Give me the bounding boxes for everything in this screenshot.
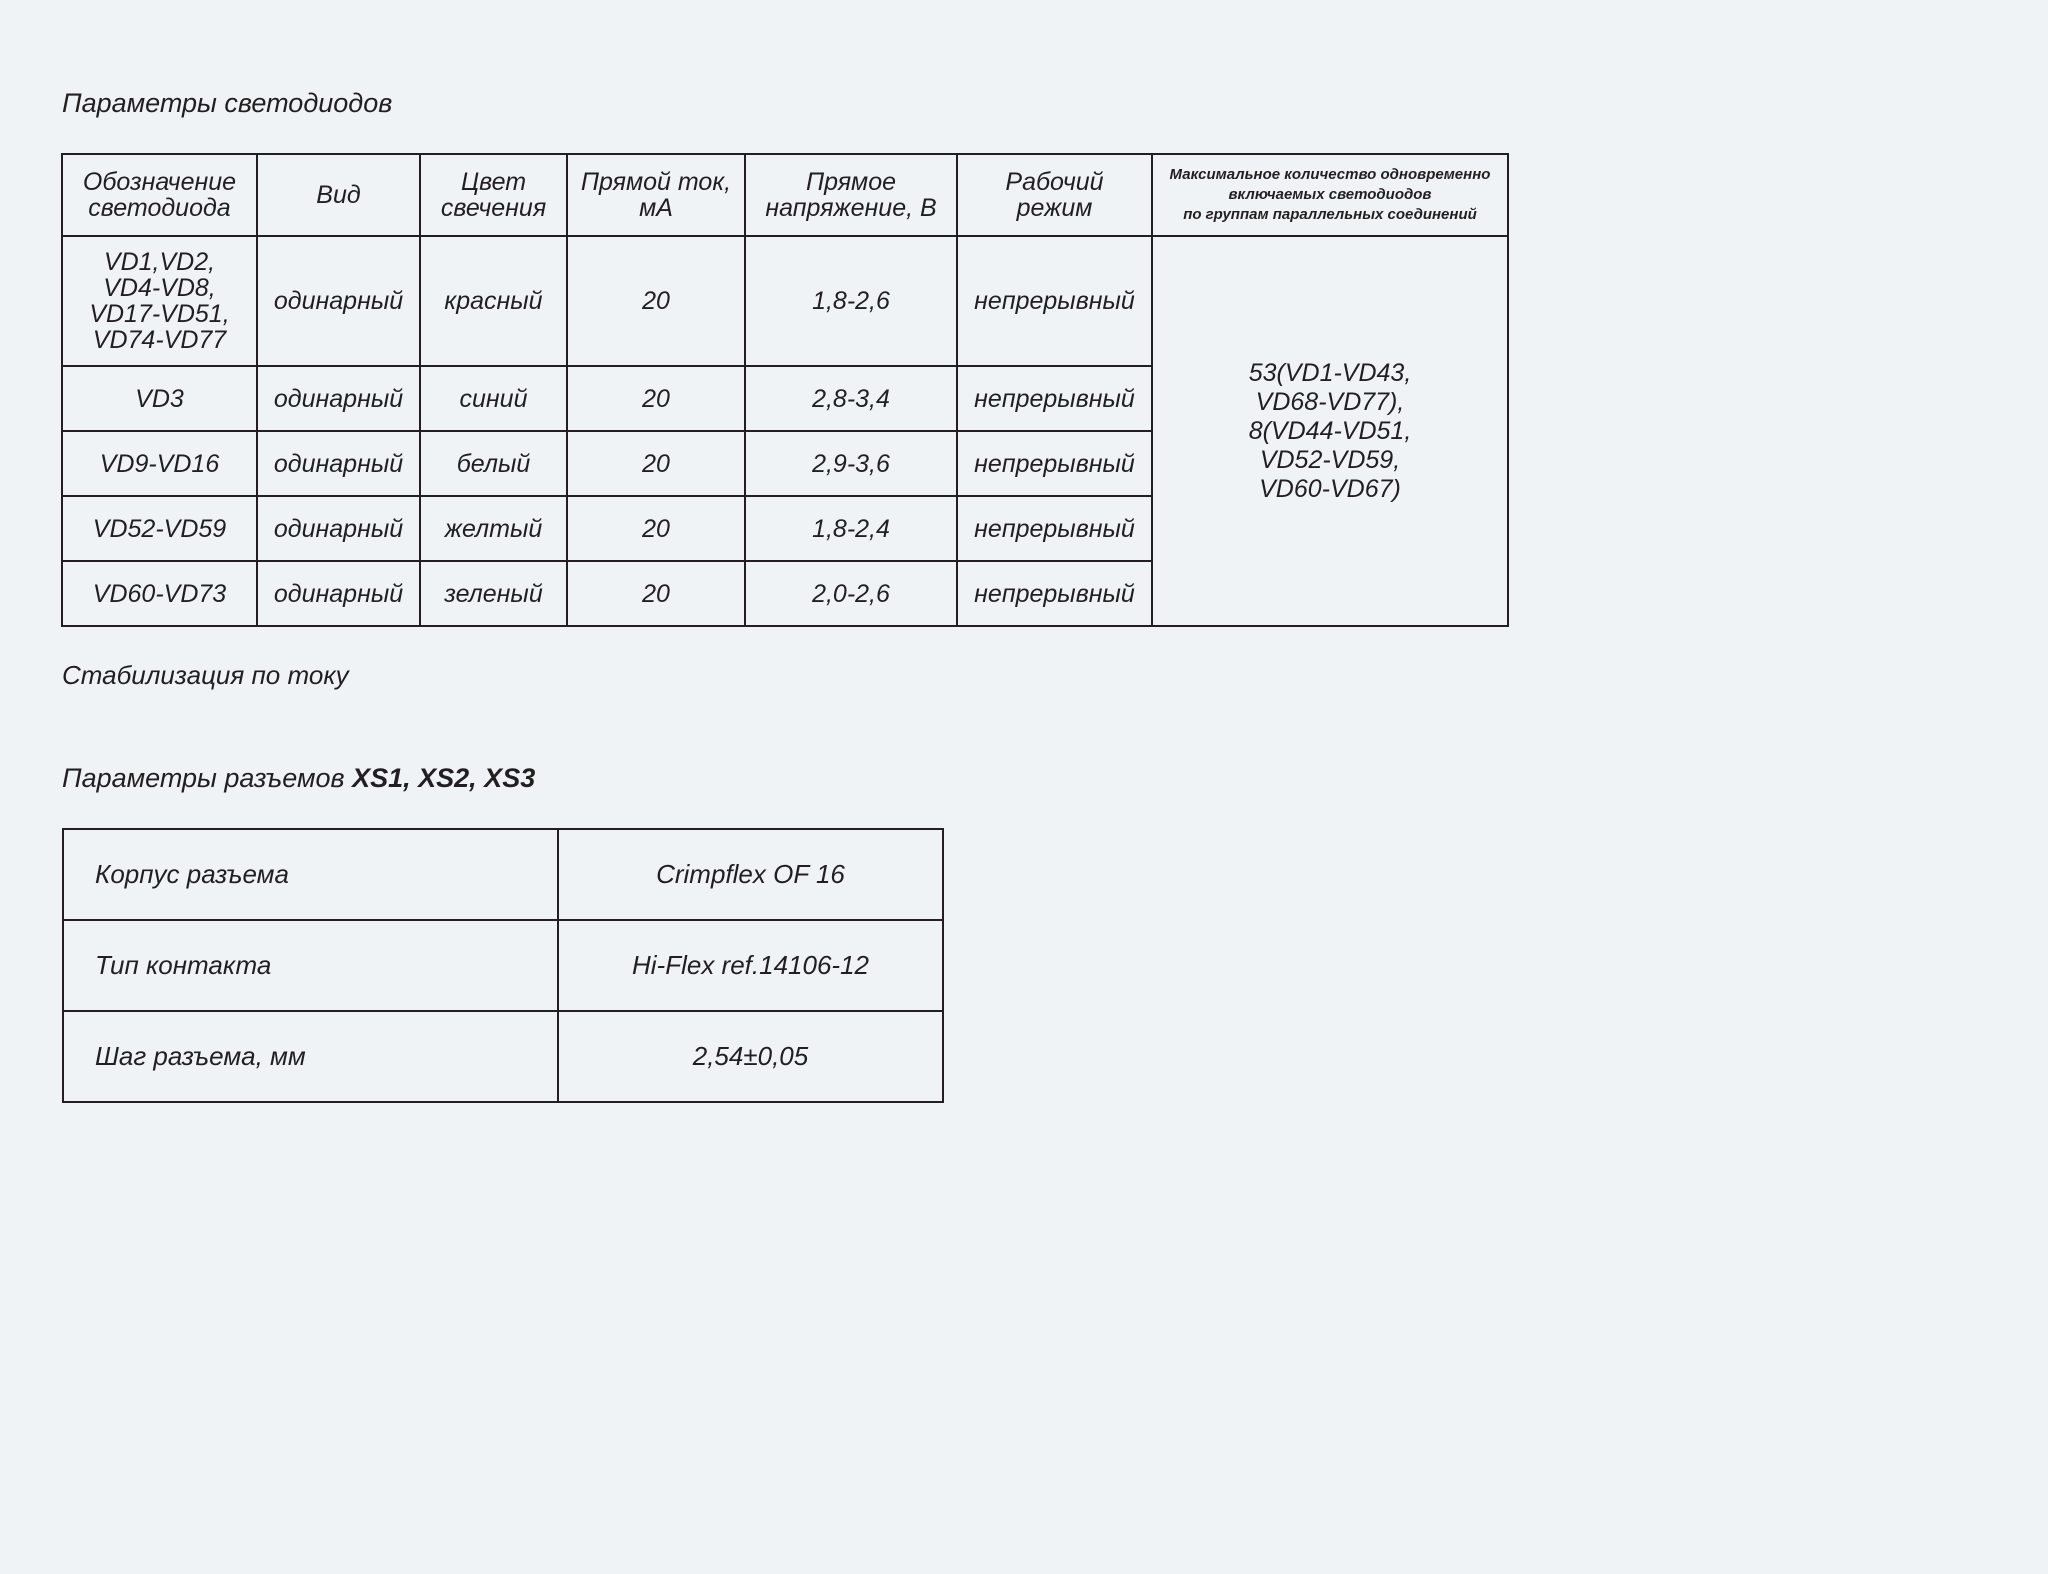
- table-row: [63, 829, 943, 920]
- current-stabilization-note: Стабилизация по току: [62, 660, 349, 690]
- cell-color: белый: [420, 431, 567, 496]
- cell-parameter-value: Hi-Flex ref.14106-12: [558, 920, 943, 1011]
- cell-voltage: 1,8-2,6: [745, 236, 957, 366]
- cell-color: желтый: [420, 496, 567, 561]
- header-max-simultaneous-leds: Максимальное количество одновременно включаемых светодиодов по группам параллельных соединений: [1152, 154, 1508, 236]
- cell-parameter-name: Шаг разъема, мм: [63, 1011, 558, 1102]
- cell-parameter-value: Crimpflex OF 16: [558, 829, 943, 920]
- cell-mode: непрерывный: [957, 496, 1152, 561]
- cell-designation: VD1,VD2, VD4-VD8, VD17-VD51, VD74-VD77: [62, 236, 257, 366]
- cell-type: одинарный: [257, 236, 420, 366]
- cell-parameter-value: 2,54±0,05: [558, 1011, 943, 1102]
- cell-current: 20: [567, 236, 745, 366]
- cell-type: одинарный: [257, 366, 420, 431]
- connector-parameters-table: [62, 828, 944, 1103]
- cell-designation: VD9-VD16: [62, 431, 257, 496]
- cell-voltage: 1,8-2,4: [745, 496, 957, 561]
- header-designation: Обозначение светодиода: [62, 154, 257, 236]
- cell-color: синий: [420, 366, 567, 431]
- cell-voltage: 2,0-2,6: [745, 561, 957, 626]
- cell-voltage: 2,9-3,6: [745, 431, 957, 496]
- cell-designation: VD60-VD73: [62, 561, 257, 626]
- header-color: Цвет свечения: [420, 154, 567, 236]
- cell-parameter-name: Тип контакта: [63, 920, 558, 1011]
- cell-current: 20: [567, 431, 745, 496]
- cell-designation: VD3: [62, 366, 257, 431]
- cell-type: одинарный: [257, 561, 420, 626]
- cell-current: 20: [567, 496, 745, 561]
- connector-title-prefix: Параметры разъемов: [62, 763, 353, 793]
- header-type: Вид: [257, 154, 420, 236]
- led-parameters-title: Параметры светодиодов: [62, 88, 393, 118]
- table-row: [63, 920, 943, 1011]
- header-operating-mode: Рабочий режим: [957, 154, 1152, 236]
- cell-mode: непрерывный: [957, 561, 1152, 626]
- cell-current: 20: [567, 366, 745, 431]
- cell-parameter-name: Корпус разъема: [63, 829, 558, 920]
- led-parameters-table: [61, 153, 1509, 627]
- cell-color: зеленый: [420, 561, 567, 626]
- cell-designation: VD52-VD59: [62, 496, 257, 561]
- cell-mode: непрерывный: [957, 431, 1152, 496]
- connector-title-designators: XS1, XS2, XS3: [352, 763, 536, 793]
- cell-color: красный: [420, 236, 567, 366]
- cell-type: одинарный: [257, 496, 420, 561]
- cell-type: одинарный: [257, 431, 420, 496]
- cell-mode: непрерывный: [957, 366, 1152, 431]
- header-forward-current: Прямой ток, мА: [567, 154, 745, 236]
- cell-current: 20: [567, 561, 745, 626]
- header-forward-voltage: Прямое напряжение, В: [745, 154, 957, 236]
- connector-parameters-title: [62, 763, 535, 794]
- table-row: [62, 236, 1508, 366]
- cell-mode: непрерывный: [957, 236, 1152, 366]
- table-header-row: [62, 154, 1508, 236]
- cell-max-count: 53(VD1-VD43, VD68-VD77), 8(VD44-VD51, VD52-VD59, VD60-VD67): [1152, 236, 1508, 626]
- cell-voltage: 2,8-3,4: [745, 366, 957, 431]
- table-row: [63, 1011, 943, 1102]
